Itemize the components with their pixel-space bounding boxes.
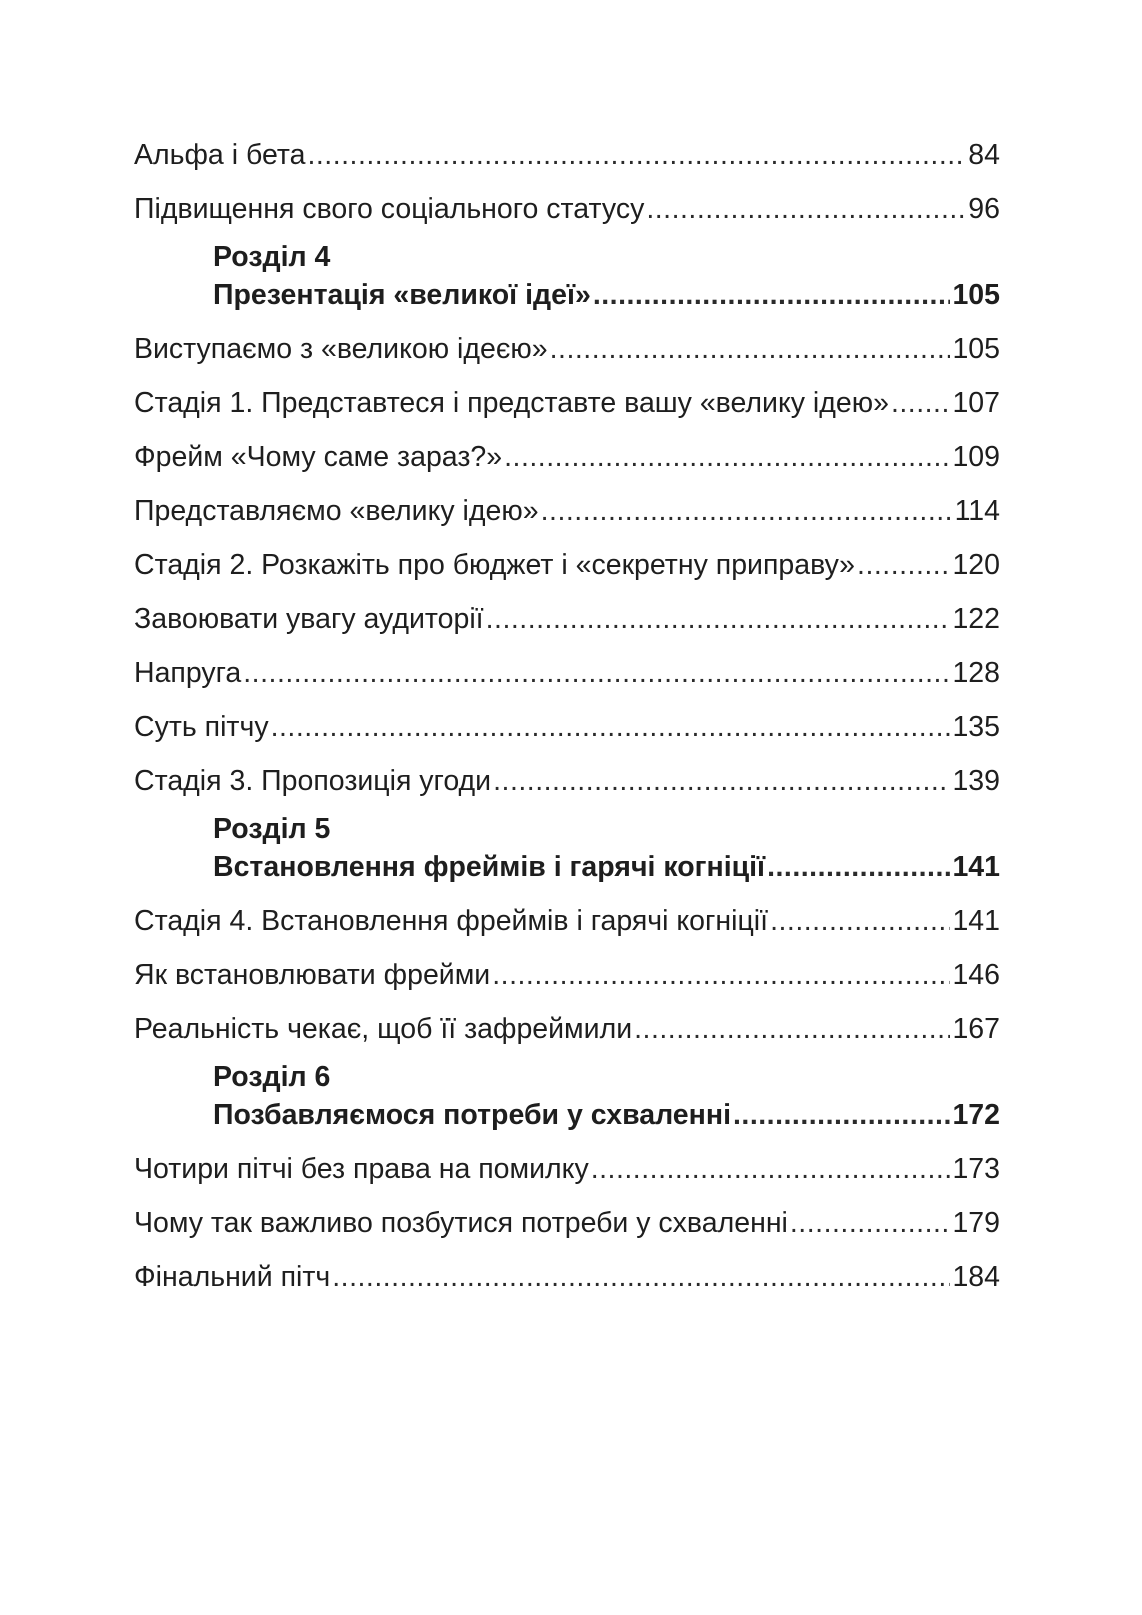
toc-entry-page: 128 [952, 657, 1000, 689]
chapter-title: Презентація «великої ідеї» [213, 279, 591, 311]
dot-leader [492, 956, 950, 994]
chapter-title-entry [213, 1096, 1000, 1134]
toc-entry [134, 1258, 1000, 1296]
dot-leader [550, 330, 951, 368]
dot-leader [591, 1150, 951, 1188]
toc-entry [134, 902, 1000, 940]
chapter-label: Розділ 5 [213, 813, 331, 845]
toc-entry-page: 173 [952, 1153, 1000, 1185]
toc-entry-title: Підвищення свого соціального статусу [134, 193, 645, 225]
chapter-page: 141 [952, 851, 1000, 883]
toc-entry-title: Стадія 4. Встановлення фреймів і гарячі когніції [134, 905, 769, 937]
toc-entry [134, 762, 1000, 800]
chapter-title: Встановлення фреймів і гарячі когніції [213, 851, 766, 883]
toc-entry-title: Стадія 2. Розкажіть про бюджет і «секретну приправу» [134, 549, 856, 581]
dot-leader [541, 492, 953, 530]
toc-entry-title: Представляємо «велику ідею» [134, 495, 539, 527]
toc-entry [134, 438, 1000, 476]
toc-entry-page: 167 [952, 1013, 1000, 1045]
toc-entry-title: Чотири пітчі без права на помилку [134, 1153, 589, 1185]
toc-entry [134, 1150, 1000, 1188]
dot-leader [733, 1096, 950, 1134]
chapter-heading [134, 810, 1000, 886]
toc-entry-page: 105 [952, 333, 1000, 365]
chapter-page: 172 [952, 1099, 1000, 1131]
toc-entry-page: 141 [952, 905, 1000, 937]
chapter-label: Розділ 6 [213, 1061, 331, 1093]
toc-entry-page: 96 [968, 193, 1000, 225]
dot-leader [332, 1258, 950, 1296]
toc-entry-title: Реальність чекає, щоб її зафреймили [134, 1013, 633, 1045]
dot-leader [891, 384, 950, 422]
toc-entry-page: 122 [952, 603, 1000, 635]
toc-entry-title: Фрейм «Чому саме зараз?» [134, 441, 503, 473]
chapter-heading [134, 238, 1000, 314]
dot-leader [504, 438, 950, 476]
toc-entry-page: 146 [952, 959, 1000, 991]
toc-entry-page: 135 [952, 711, 1000, 743]
toc-entry-title: Фінальний пітч [134, 1261, 331, 1293]
toc-entry-page: 179 [952, 1207, 1000, 1239]
dot-leader [593, 276, 951, 314]
toc-entry-title: Суть пітчу [134, 711, 269, 743]
toc-entry-title: Завоювати увагу аудиторії [134, 603, 484, 635]
toc-entry-title: Альфа і бета [134, 139, 306, 171]
dot-leader [307, 136, 966, 174]
dot-leader [271, 708, 951, 746]
dot-leader [486, 600, 951, 638]
toc-entry [134, 956, 1000, 994]
dot-leader [770, 902, 950, 940]
toc-entry-page: 139 [952, 765, 1000, 797]
toc-entry-title: Як встановлювати фрейми [134, 959, 491, 991]
toc-entry [134, 492, 1000, 530]
chapter-heading [134, 1058, 1000, 1134]
toc-entry [134, 1204, 1000, 1242]
toc-entry [134, 546, 1000, 584]
toc-entry-title: Виступаємо з «великою ідеєю» [134, 333, 548, 365]
toc-entry-page: 84 [968, 139, 1000, 171]
toc-entry [134, 190, 1000, 228]
chapter-title: Позбавляємося потреби у схваленні [213, 1099, 731, 1131]
toc-entry [134, 600, 1000, 638]
toc-entry-title: Напруга [134, 657, 242, 689]
toc-entry-title: Чому так важливо позбутися потреби у схваленні [134, 1207, 788, 1239]
chapter-label: Розділ 4 [213, 241, 331, 273]
toc-entry-title: Стадія 1. Представтеся і представте вашу «велику ідею» [134, 387, 889, 419]
toc-entry [134, 654, 1000, 692]
toc-entry [134, 708, 1000, 746]
toc-entry [134, 136, 1000, 174]
toc-entry [134, 1010, 1000, 1048]
toc-entry-page: 120 [952, 549, 1000, 581]
toc-entry-page: 109 [952, 441, 1000, 473]
chapter-title-entry [213, 848, 1000, 886]
toc-entry-page: 184 [952, 1261, 1000, 1293]
dot-leader [634, 1010, 950, 1048]
toc-entry [134, 384, 1000, 422]
chapter-page: 105 [952, 279, 1000, 311]
dot-leader [857, 546, 950, 584]
dot-leader [646, 190, 966, 228]
toc-entry-page: 114 [954, 495, 1000, 527]
toc-entry-page: 107 [952, 387, 1000, 419]
table-of-contents [134, 136, 1000, 1312]
chapter-title-entry [213, 276, 1000, 314]
dot-leader [790, 1204, 951, 1242]
dot-leader [767, 848, 950, 886]
dot-leader [493, 762, 950, 800]
toc-entry-title: Стадія 3. Пропозиція угоди [134, 765, 492, 797]
dot-leader [243, 654, 950, 692]
toc-entry [134, 330, 1000, 368]
